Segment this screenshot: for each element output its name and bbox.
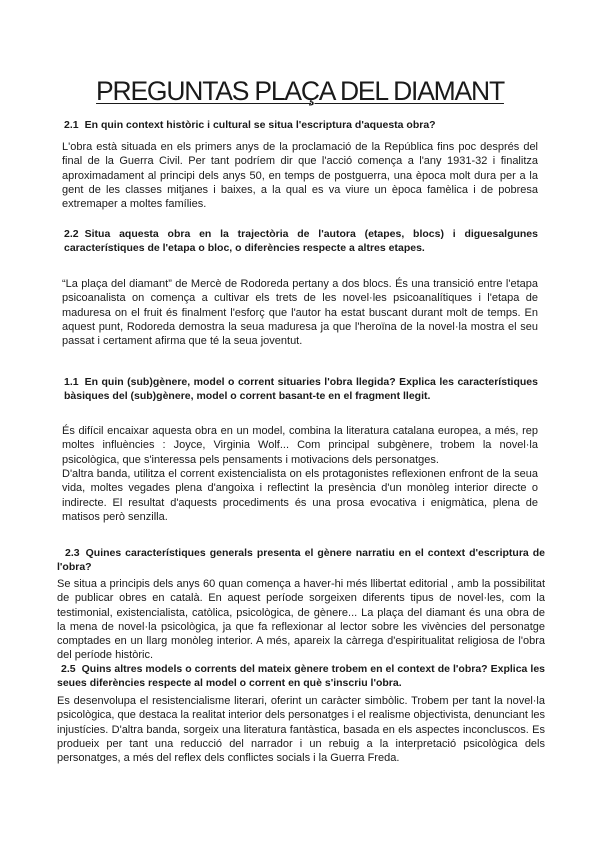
question-text: Situa aquesta obra en la trajectòria de l'autora (etapes, blocs) i diguesalgunes característiques de l'etapa o bloc, o diferències respecte a altres etapes. bbox=[64, 228, 538, 254]
answer-1-1: És difícil encaixar aquesta obra en un model, combina la literatura catalana europea, a més, rep moltes influències : Joyce, Virginia Wolf... Com principal subgènere, trobem la novel·la psicològica, que s'interessa pels pensaments i motivacions dels personatges. bbox=[62, 425, 538, 466]
question-text: En quin (sub)gènere, model o corrent situaries l'obra llegida? Explica les característiques bàsiques del (sub)gènere, model o corrent basant-te en el fragment llegit. bbox=[64, 376, 538, 402]
answer-2-5: Es desenvolupa el resistencialisme literari, oferint un caràcter simbòlic. Trobem per tant la novel·la psicològica, que destaca la realitat interior dels personatges i el realisme objectivista, denunciant les injustícies. D'altra banda, sorgeix una literatura fantàstica, basada en els aspectes inconcluscos. Es produeix per tant una reducció del narrador i un rebuig a la interpretació psicològica dels personatges, a més del reflex dels conflictes socials i la Guerra Freda. bbox=[57, 695, 545, 765]
question-text: En quin context històric i cultural se situa l'escriptura d'aquesta obra? bbox=[84, 119, 436, 131]
question-number: 2.5 bbox=[61, 663, 76, 675]
question-number: 2.3 bbox=[65, 547, 80, 559]
question-number: 2.1 bbox=[64, 119, 79, 131]
question-text: Quins altres models o corrents del mateix gènere trobem en el context de l'obra? Explica les seues diferències respecte al model o corrent en què s'inscriu l'obra. bbox=[57, 663, 545, 689]
answer-2-3: Se situa a principis dels anys 60 quan comença a haver-hi més llibertat editorial , amb la possibilitat de publicar obres en català. En aquest període sorgeixen diferents tipus de novel·les, com la testimonial, existencialista, catòlica, psicològica, de gènere... La plaça del diamant és una obra de la mena de novel·la psicològica, ja que fa reflexionar al lector sobre les vivències del personatge comptades en un llarg monòleg interior. A més, apareix la càrrega d'espiritualitat religiosa de l'obra del període històric. bbox=[57, 578, 545, 662]
question-2-2 bbox=[64, 227, 538, 255]
question-2-1 bbox=[64, 118, 544, 132]
question-2-5 bbox=[57, 662, 545, 690]
answer-2-2: “La plaça del diamant” de Mercè de Rodoreda pertany a dos blocs. És una transició entre l'etapa psicoanalista on comença a cultivar els trets de les novel·les psicoanalítiques i l'etapa de maduresa on el fruit és finalment l'esforç que l'autor ha estat buscant durant molt de temps. En aquest punt, Rodoreda demostra la seua maduresa ja que l'heroïna de la novel·la mostra el seu passat i certament afirma que té la seua joventut. bbox=[62, 278, 538, 348]
question-number: 1.1 bbox=[64, 376, 79, 388]
answer-1-1-continued: D'altra banda, utilitza el corrent existencialista on els protagonistes reflexionen enfront de la seua vida, moltes vegades plena d'angoixa i reflectint la presència d'un monòleg interior directe o indirecte. El resultat d'aquests procediments és una prosa evocativa i enigmàtica, plena de matisos però senzilla. bbox=[62, 468, 538, 523]
question-number: 2.2 bbox=[64, 228, 79, 240]
page-title: PREGUNTAS PLAÇA DEL DIAMANT bbox=[96, 76, 504, 106]
question-2-3 bbox=[57, 546, 545, 574]
answer-2-1: L'obra està situada en els primers anys de la proclamació de la República fins poc després del final de la Guerra Civil. Per tant podríem dir que l'acció comença a l'any 1931-32 i finalitza aproximadament al principi dels anys 50, en temps de postguerra, una època molt dura per a la gent de les classes mitjanes i baixes, a la qual es va viure un època famèlica i de pobresa extremaper a moltes famílies. bbox=[62, 141, 538, 211]
question-1-1 bbox=[64, 375, 538, 403]
question-text: Quines característiques generals presenta el gènere narratiu en el context d'escriptura de l'obra? bbox=[57, 547, 545, 573]
